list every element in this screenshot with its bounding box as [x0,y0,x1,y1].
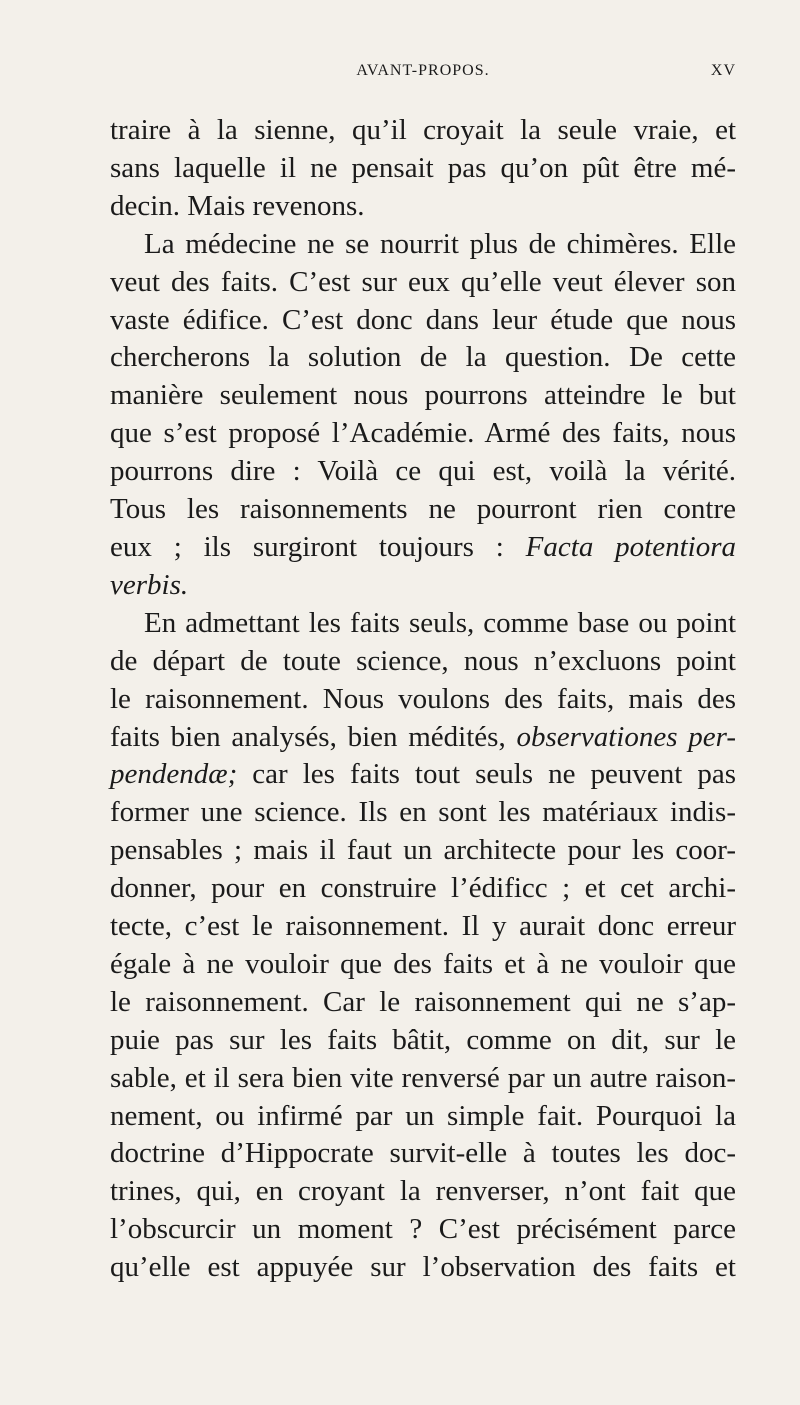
text-line: sans laquelle il ne pensait pas qu’on pût être mé- [110,151,736,184]
text-segment: faits bien analysés, bien médités, [110,720,517,753]
text-segment: eux ; ils surgiront toujours : [110,530,526,563]
text-line: pourrons dire : Voilà ce qui est, voilà la vérité. [110,455,736,488]
text-line: puie pas sur les faits bâtit, comme on dit, sur le [110,1023,736,1056]
text-line: égale à ne vouloir que des faits et à ne vouloir que [110,947,736,980]
text-line: traire à la sienne, qu’il croyait la seule vraie, et [110,114,736,146]
text-line: vaste édifice. C’est donc dans leur étude que nous [110,303,736,336]
text-line-mixed [110,567,736,605]
text-line: chercherons la solution de la question. De cette [110,341,736,374]
body-text [110,112,736,1287]
text-line: qu’elle est appuyée sur l’observation des faits et [110,1251,736,1284]
text-line: former une science. Ils en sont les matériaux indis- [110,796,736,829]
latin-quote: verbis. [110,568,189,601]
text-line: le raisonnement. Nous voulons des faits, mais des [110,682,736,715]
latin-quote: Facta potentiora [525,530,736,563]
text-line: le raisonnement. Car le raisonnement qui ne s’ap- [110,985,736,1018]
text-line: pensables ; mais il faut un architecte pour les coor- [110,834,736,867]
text-line: de départ de toute science, nous n’excluons point [110,644,736,677]
text-line: doctrine d’Hippocrate survit-elle à toutes les doc- [110,1137,736,1170]
text-line: que s’est proposé l’Académie. Armé des faits, nous [110,417,736,450]
text-line-mixed [110,756,736,794]
text-line: trines, qui, en croyant la renverser, n’ont fait que [110,1175,736,1208]
paragraph-first-line: La médecine ne se nourrit plus de chimères. Elle [144,227,736,260]
text-line: decin. Mais revenons. [110,189,365,222]
running-head [110,62,736,86]
latin-quote: pendendæ; [110,758,238,791]
text-line: sable, et il sera bien vite renversé par un autre raison- [110,1061,736,1094]
text-segment: car les faits tout seuls ne peuvent pas [237,758,736,791]
page-number: XV [710,62,736,79]
running-title: AVANT-PROPOS. [356,62,490,79]
text-line: donner, pour en construire l’édificc ; et cet archi- [110,872,736,905]
text-line-mixed [110,529,736,567]
text-line: manière seulement nous pourrons atteindre le but [110,379,736,412]
text-line: l’obscurcir un moment ? C’est précisément parce [110,1213,736,1246]
text-line: nement, ou infirmé par un simple fait. Pourquoi la [110,1099,736,1132]
latin-quote: observationes per- [516,720,736,753]
text-line: tecte, c’est le raisonnement. Il y aurait donc erreur [110,910,736,943]
text-line: Tous les raisonnements ne pourront rien contre [110,493,736,526]
text-line: veut des faits. C’est sur eux qu’elle veut élever son [110,265,736,298]
paragraph-first-line: En admettant les faits seuls, comme base ou point [144,606,736,639]
text-line-mixed [110,719,736,757]
